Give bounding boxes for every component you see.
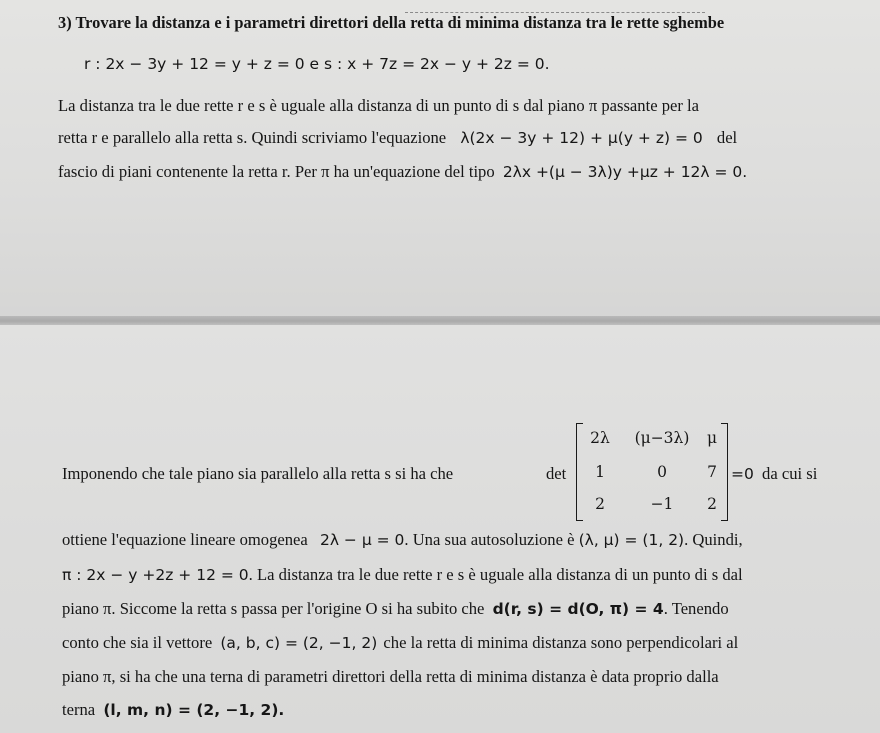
matrix-cell: 7: [707, 463, 717, 481]
p1-line3-text: fascio di piani contenente la retta r. Per π ha un'equazione del tipo: [58, 162, 495, 181]
s3-text-b: . Tenendo: [663, 599, 729, 618]
solution-line1: [62, 530, 743, 550]
p1-line2-text: retta r e parallelo alla retta s. Quindi scriviamo l'equazione: [58, 128, 447, 147]
matrix-cell: 1: [595, 463, 605, 481]
distance-equation: d(r, s) = d(O, π) = 4: [492, 600, 664, 618]
s1-text-a: ottiene l'equazione lineare omogenea: [62, 530, 308, 549]
matrix-cell: −1: [650, 495, 674, 513]
matrix-equals-zero: =0: [731, 465, 754, 483]
lower-sheet: [0, 325, 880, 733]
paragraph1-line2: [58, 128, 737, 148]
s4-text-a: conto che sia il vettore: [62, 633, 213, 652]
matrix-cell: 2: [595, 495, 605, 513]
matrix-right-bracket: [721, 423, 728, 521]
upper-sheet: [0, 0, 880, 318]
paragraph1-line3: [58, 162, 747, 182]
vector-abc: (a, b, c) = (2, −1, 2): [220, 634, 378, 652]
solution-line2: [62, 565, 743, 585]
matrix-intro: Imponendo che tale piano sia parallelo alla retta s si ha che: [62, 464, 454, 483]
homogeneous-equation: 2λ − μ = 0: [319, 531, 405, 549]
plane-equation-general: 2λx +(μ − 3λ)y +μz + 12λ = 0.: [502, 163, 748, 181]
matrix-cell: μ: [706, 429, 718, 447]
matrix-left-bracket: [576, 423, 583, 521]
paragraph1-line1: La distanza tra le due rette r e s è uguale alla distanza di un punto di s dal piano π passante per la: [58, 96, 700, 115]
matrix-cell: (μ−3λ): [634, 429, 690, 447]
s3-text-a: piano π. Siccome la retta s passa per l'origine O si ha subito che: [62, 599, 485, 618]
eigen-solution: (λ, μ) = (1, 2): [578, 531, 685, 549]
matrix-cell: 2: [707, 495, 717, 513]
s1-text-b: . Una sua autosoluzione è: [404, 530, 575, 549]
s4-text-b: che la retta di minima distanza sono perpendicolari al: [383, 633, 739, 652]
matrix-cell: 2λ: [590, 429, 610, 447]
matrix-result: [731, 464, 817, 484]
plane-pi-equation: π : 2x − y +2z + 12 = 0: [62, 566, 249, 584]
solution-line5: piano π, si ha che una terna di parametri direttori della retta di minima distanza è data proprio dalla: [62, 667, 719, 686]
direction-parameters: (l, m, n) = (2, −1, 2).: [103, 701, 285, 719]
matrix-after-text: da cui si: [762, 464, 818, 483]
solution-line3: [62, 599, 729, 619]
s1-text-c: . Quindi,: [684, 530, 743, 549]
pencil-equation: λ(2x − 3y + 12) + μ(y + z) = 0: [460, 129, 703, 147]
s2-text-b: . La distanza tra le due rette r e s è uguale alla distanza di un punto di s dal: [248, 565, 743, 584]
determinant-matrix: [576, 423, 736, 521]
matrix-cell: 0: [657, 463, 667, 481]
problem-heading: 3) Trovare la distanza e i parametri direttori della retta di minima distanza tra le rette sghembe: [58, 13, 725, 32]
lines-equations: r : 2x − 3y + 12 = y + z = 0 e s : x + 7z = 2x − y + 2z = 0.: [84, 55, 550, 73]
p1-line2-end: del: [716, 128, 738, 147]
solution-line6: [62, 700, 284, 720]
det-label: det: [546, 464, 567, 483]
s6-text-a: terna: [62, 700, 96, 719]
solution-line4: [62, 633, 738, 653]
